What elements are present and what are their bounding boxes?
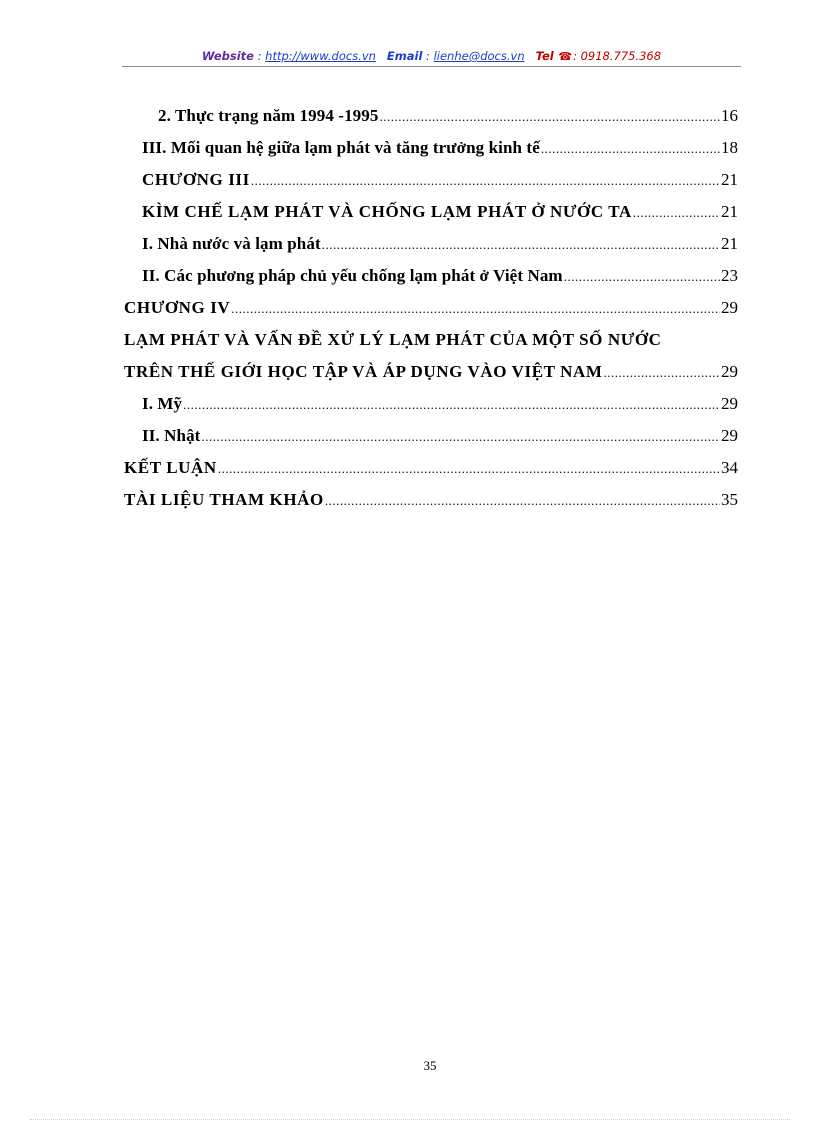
toc-entry-title: LẠM PHÁT VÀ VẤN ĐỀ XỬ LÝ LẠM PHÁT CỦA MỘT SỐ NƯỚC [124, 330, 662, 349]
toc-entry-page: 29 [721, 394, 738, 413]
toc-dot-leader [201, 421, 720, 453]
toc-dot-leader [251, 165, 720, 197]
page-number: 35 [423, 1058, 437, 1073]
toc-entry-page: 18 [721, 138, 738, 157]
tel-number: : 0918.775.368 [573, 49, 662, 63]
email-link[interactable]: lienhe@docs.vn [433, 49, 525, 63]
toc-entry[interactable] [124, 100, 738, 132]
toc-entry-page: 35 [721, 490, 738, 509]
toc-entry-title: TRÊN THẾ GIỚI HỌC TẬP VÀ ÁP DỤNG VÀO VIỆT NAM [124, 362, 603, 381]
toc-entry-page: 21 [721, 170, 738, 189]
toc-entry-title: CHƯƠNG IV [124, 298, 231, 317]
toc-entry-page: 29 [721, 298, 738, 317]
toc-entry-title: III. Mối quan hệ giữa lạm phát và tăng trưởng kinh tế [142, 138, 540, 157]
toc-entry-page: 21 [721, 234, 738, 253]
toc-entry-title: I. Nhà nước và lạm phát [142, 234, 321, 253]
toc-entry[interactable] [124, 388, 738, 420]
toc-entry-page: 23 [721, 266, 738, 285]
footer-divider [30, 1119, 790, 1120]
toc-entry[interactable] [124, 132, 738, 164]
toc-dot-leader [379, 101, 720, 133]
toc-entry-page: 29 [721, 362, 738, 381]
toc-entry[interactable] [124, 356, 738, 388]
toc-entry-title: KẾT LUẬN [124, 458, 217, 477]
toc-entry-title: KÌM CHẾ LẠM PHÁT VÀ CHỐNG LẠM PHÁT Ở NƯỚC TA [142, 202, 632, 221]
toc-dot-leader [218, 453, 720, 485]
toc-entry-title: II. Nhật [142, 426, 201, 445]
toc-entry-page: 34 [721, 458, 738, 477]
toc-dot-leader [325, 485, 720, 517]
toc-dot-leader [322, 229, 720, 261]
email-label: Email [386, 49, 423, 63]
toc-entry[interactable] [124, 420, 738, 452]
toc-dot-leader [564, 261, 720, 293]
toc-dot-leader [633, 197, 720, 229]
toc-entry-title: TÀI LIỆU THAM KHẢO [124, 490, 324, 509]
toc-entry[interactable] [124, 196, 738, 228]
toc-entry[interactable] [124, 260, 738, 292]
toc-entry[interactable] [124, 292, 738, 324]
phone-icon: ☎ [558, 50, 573, 63]
page-header [122, 46, 741, 67]
toc-entry-title: CHƯƠNG III [142, 170, 250, 189]
email-separator: : [422, 49, 434, 63]
toc-entry[interactable] [124, 324, 738, 356]
website-link[interactable]: http://www.docs.vn [265, 49, 376, 63]
toc-entry-page: 21 [721, 202, 738, 221]
toc-entry-title: 2. Thực trạng năm 1994 -1995 [158, 106, 379, 125]
toc-dot-leader [541, 133, 720, 165]
tel-label: Tel [535, 49, 554, 63]
website-separator: : [253, 49, 266, 63]
toc-entry[interactable] [124, 452, 738, 484]
toc-entry[interactable] [124, 228, 738, 260]
website-label: Website [201, 49, 254, 63]
toc-entry-page: 16 [721, 106, 738, 125]
toc-entry-title: II. Các phương pháp chủ yếu chống lạm phát ở Việt Nam [142, 266, 563, 285]
toc-entry-page: 29 [721, 426, 738, 445]
toc-entry[interactable] [124, 484, 738, 516]
toc-dot-leader [604, 357, 720, 389]
toc-entry[interactable] [124, 164, 738, 196]
toc-entry-title: I. Mỹ [142, 394, 183, 413]
toc-dot-leader [183, 389, 720, 421]
toc-dot-leader [231, 293, 720, 325]
table-of-contents [124, 100, 738, 516]
